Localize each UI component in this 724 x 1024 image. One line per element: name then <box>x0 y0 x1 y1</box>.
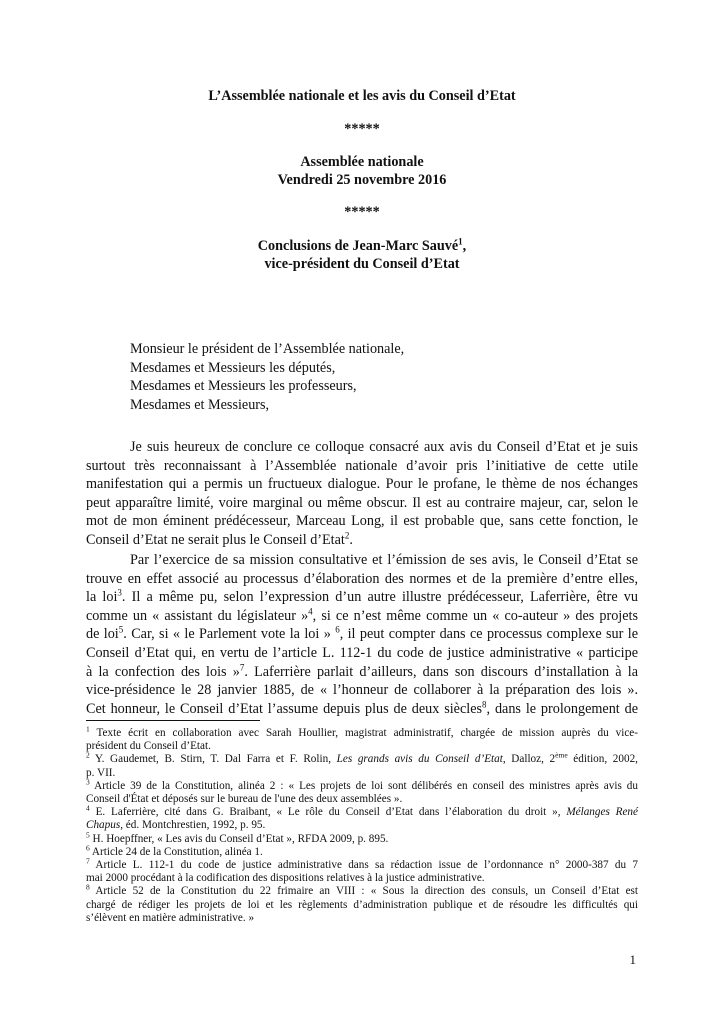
footnote-ref: 5 <box>118 624 124 635</box>
footnote-cont: chargé de rédiger les projets de loi et les règlements d’administration publique et de résoudre les difficultés qui <box>86 898 638 911</box>
footnote: $^4$ E. Laferrière, cité dans G. Braibant, « Le rôle du Conseil d’Etat dans l’élaboration du droit », Mélanges René <box>86 803 638 819</box>
text-line: manifestation qui a permis un fructueux dialogue. Pour le profane, le thème de nos échanges <box>86 476 638 493</box>
text-line: de loi$^5$. Car, si « le Parlement vote la loi » $^6$, il peut compter dans ce processus complexe sur le <box>86 624 638 643</box>
text-line: peut apparaître limité, voire marginal ou même obscur. Il est au contraire majeur, car, selon le <box>86 494 638 511</box>
footnote-ref: 8 <box>482 699 487 710</box>
footnote-ref: 7 <box>239 661 245 672</box>
text-line: comme un « assistant du législateur »$^4$, si ce n’est même comme un « co-auteur » des projets <box>86 606 638 624</box>
footnote-ref: 4 <box>308 606 313 617</box>
footnote-ref: 6 <box>335 624 340 635</box>
salutation-line: Mesdames et Messieurs, <box>130 396 270 413</box>
text-line: la loi$^3$. Il a même pu, selon l’expression d’un autre illustre prédécesseur, Laferrière, être vu <box>86 587 638 606</box>
separator: ***** <box>344 204 380 220</box>
paragraph-2 <box>86 551 638 718</box>
page-number: 1 <box>629 952 636 967</box>
text-line: surtout très reconnaissant à l’Assemblée nationale d’avoir pris l’initiative de cette utile <box>86 457 638 474</box>
footnote: $^7$ Article L. 112-1 du code de justice administrative dans sa rédaction issue de l’ordonnance n° 2000-387 du 7 <box>86 856 638 872</box>
footnote-cont: président du Conseil d’Etat. <box>86 740 211 753</box>
text-line: trouve en effet associé au processus d’élaboration des normes et de la première d’entre elles, <box>86 570 638 587</box>
date: Vendredi 25 novembre 2016 <box>277 172 447 188</box>
text-line: vice-présidence le 28 janvier 1885, de « l’honneur de collaborer à la préparation des lois ». <box>86 682 638 699</box>
footnote-cont: p. VII. <box>86 766 116 779</box>
salutation-line: Mesdames et Messieurs les députés, <box>130 359 336 376</box>
text-line: Je suis heureux de conclure ce colloque consacré aux avis du Conseil d’Etat et je suis <box>130 439 638 455</box>
venue: Assemblée nationale <box>300 154 424 170</box>
footnote-cont: Chapus, éd. Montchrestien, 1992, p. 95. <box>86 819 266 832</box>
text-line: Par l’exercice de sa mission consultative et l’émission de ses avis, le Conseil d’Etat se <box>130 552 638 568</box>
footnotes <box>86 724 638 925</box>
footnote: $^2$ Y. Gaudemet, B. Stirn, T. Dal Farra et F. Rolin, Les grands avis du Conseil d’Etat, Dalloz, 2ème édition, 2002, <box>86 750 638 766</box>
footnote: $^1$ Texte écrit en collaboration avec Sarah Houllier, magistrat administratif, chargée de mission auprès du vice- <box>86 724 638 739</box>
footnote-ref: 3 <box>117 587 122 598</box>
footnote: $^6$ Article 24 de la Constitution, alinéa 1. <box>86 843 263 858</box>
document-title: L’Assemblée nationale et les avis du Conseil d’Etat <box>208 88 516 104</box>
paragraph-1 <box>86 438 638 550</box>
speaker-role: vice-président du Conseil d’Etat <box>264 256 460 272</box>
footnote-ref: 1 <box>458 236 463 247</box>
footnote: $^3$ Article 39 de la Constitution, alinéa 2 : « Les projets de loi sont délibérés en conseil des ministres après avis du <box>86 777 638 792</box>
text-line: Conseil d’Etat qui, en vertu de l’article L. 112-1 du code de justice administrative « participe <box>86 644 638 661</box>
footnote-cont: Conseil d'État et déposés sur le bureau de l'une des deux assemblées ». <box>86 793 403 806</box>
footnote-ref: 2 <box>344 530 350 541</box>
footnote-separator <box>86 720 260 721</box>
footnote-cont: s’élèvent en matière administrative. » <box>86 911 255 924</box>
salutation <box>130 340 404 414</box>
text-line: Cet honneur, le Conseil d’Etat l’assume depuis plus de deux siècles$^8$, dans le prolongement de <box>86 699 638 717</box>
text-line: mot de mon éminent prédécesseur, Marceau Long, il est probable que, sans cette fonction, le <box>86 513 638 530</box>
separator: ***** <box>344 121 380 137</box>
text-line: à la confection des lois »$^7$. Laferrière parlait d’ailleurs, dans son discours d’installation à la <box>86 661 638 680</box>
text-line: Conseil d’Etat ne serait plus le Conseil d’Etat$^2$. <box>86 530 353 548</box>
salutation-line: Monsieur le président de l’Assemblée nationale, <box>130 341 405 357</box>
footnote-cont: mai 2000 procédant à la codification des dispositions relatives à la justice administrative. <box>86 872 485 885</box>
salutation-line: Mesdames et Messieurs les professeurs, <box>130 378 357 394</box>
footnote: $^8$ Article 52 de la Constitution du 22 frimaire an VIII : « Sous la direction des consuls, un Conseil d’Etat est <box>86 882 638 898</box>
conclusions-heading: Conclusions de Jean-Marc Sauvé$^1$, <box>257 236 467 254</box>
footnote: $^5$ H. Hoepffner, « Les avis du Conseil d’Etat », RFDA 2009, p. 895. <box>86 829 389 845</box>
